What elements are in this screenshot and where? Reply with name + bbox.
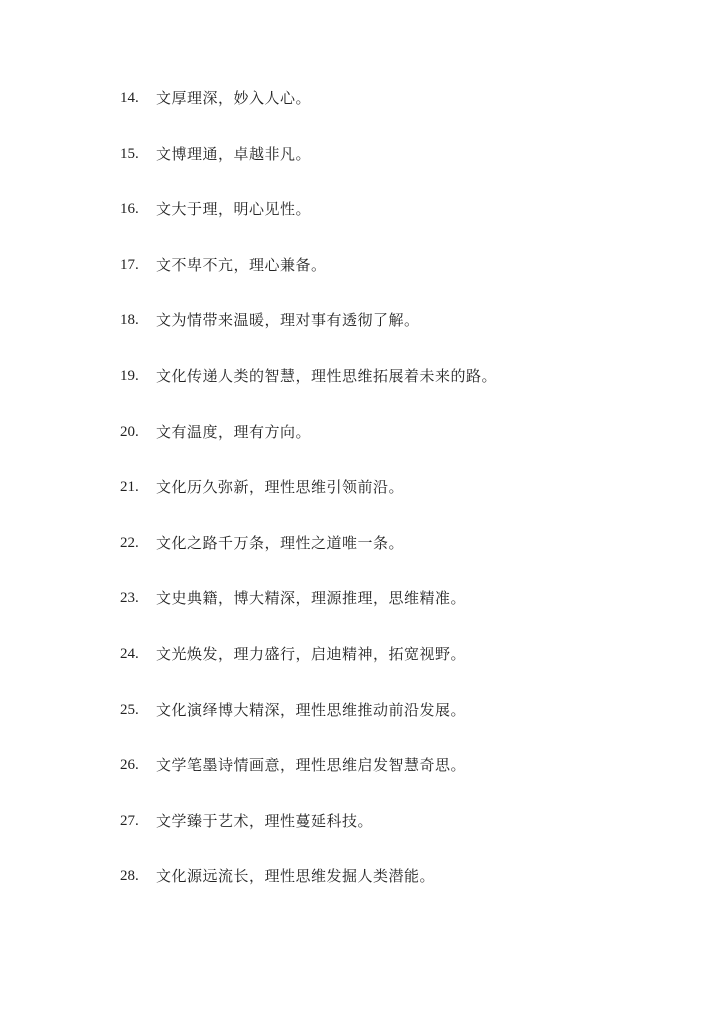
item-text: 文光焕发，理力盛行，启迪精神，拓宽视野。 <box>156 644 467 663</box>
item-number: 28. <box>120 868 139 885</box>
list-item <box>120 586 497 642</box>
item-number: 27. <box>120 812 139 829</box>
item-number: 15. <box>120 145 139 162</box>
list-item <box>120 809 497 865</box>
item-text: 文不卑不亢，理心兼备。 <box>156 255 327 274</box>
item-number: 16. <box>120 201 139 218</box>
item-number: 17. <box>120 256 139 273</box>
list-item <box>120 142 497 198</box>
item-number: 23. <box>120 590 139 607</box>
list-item <box>120 753 497 809</box>
item-text: 文厚理深，妙入人心。 <box>156 89 312 107</box>
list-item <box>120 253 497 309</box>
numbered-list <box>120 86 497 920</box>
item-number: 21. <box>120 479 139 496</box>
item-number: 19. <box>120 367 139 384</box>
item-text: 文学臻于艺术，理性蔓延科技。 <box>156 811 374 830</box>
list-item <box>120 86 497 142</box>
item-text: 文博理通，卓越非凡。 <box>156 144 312 163</box>
list-item <box>120 197 497 253</box>
list-item <box>120 864 497 920</box>
item-text: 文化之路千万条，理性之道唯一条。 <box>156 533 405 552</box>
item-number: 22. <box>120 534 139 551</box>
item-number: 14. <box>120 90 139 106</box>
list-item <box>120 475 497 531</box>
item-number: 20. <box>120 423 139 440</box>
item-number: 24. <box>120 645 139 662</box>
list-item <box>120 308 497 364</box>
item-text: 文化演绎博大精深，理性思维推动前沿发展。 <box>156 700 467 719</box>
item-text: 文为情带来温暖，理对事有透彻了解。 <box>156 311 420 330</box>
item-text: 文有温度，理有方向。 <box>156 422 312 441</box>
list-item <box>120 364 497 420</box>
list-item <box>120 698 497 754</box>
item-text: 文学笔墨诗情画意，理性思维启发智慧奇思。 <box>156 756 467 775</box>
item-text: 文大于理，明心见性。 <box>156 200 312 219</box>
item-number: 25. <box>120 701 139 718</box>
item-text: 文化历久弥新，理性思维引领前沿。 <box>156 478 405 497</box>
list-item <box>120 420 497 476</box>
item-text: 文史典籍，博大精深，理源推理，思维精准。 <box>156 589 467 608</box>
item-number: 18. <box>120 312 139 329</box>
item-number: 26. <box>120 757 139 774</box>
list-item <box>120 531 497 587</box>
list-item <box>120 642 497 698</box>
item-text: 文化传递人类的智慧，理性思维拓展着未来的路。 <box>156 366 498 385</box>
item-text: 文化源远流长，理性思维发掘人类潜能。 <box>156 867 436 886</box>
